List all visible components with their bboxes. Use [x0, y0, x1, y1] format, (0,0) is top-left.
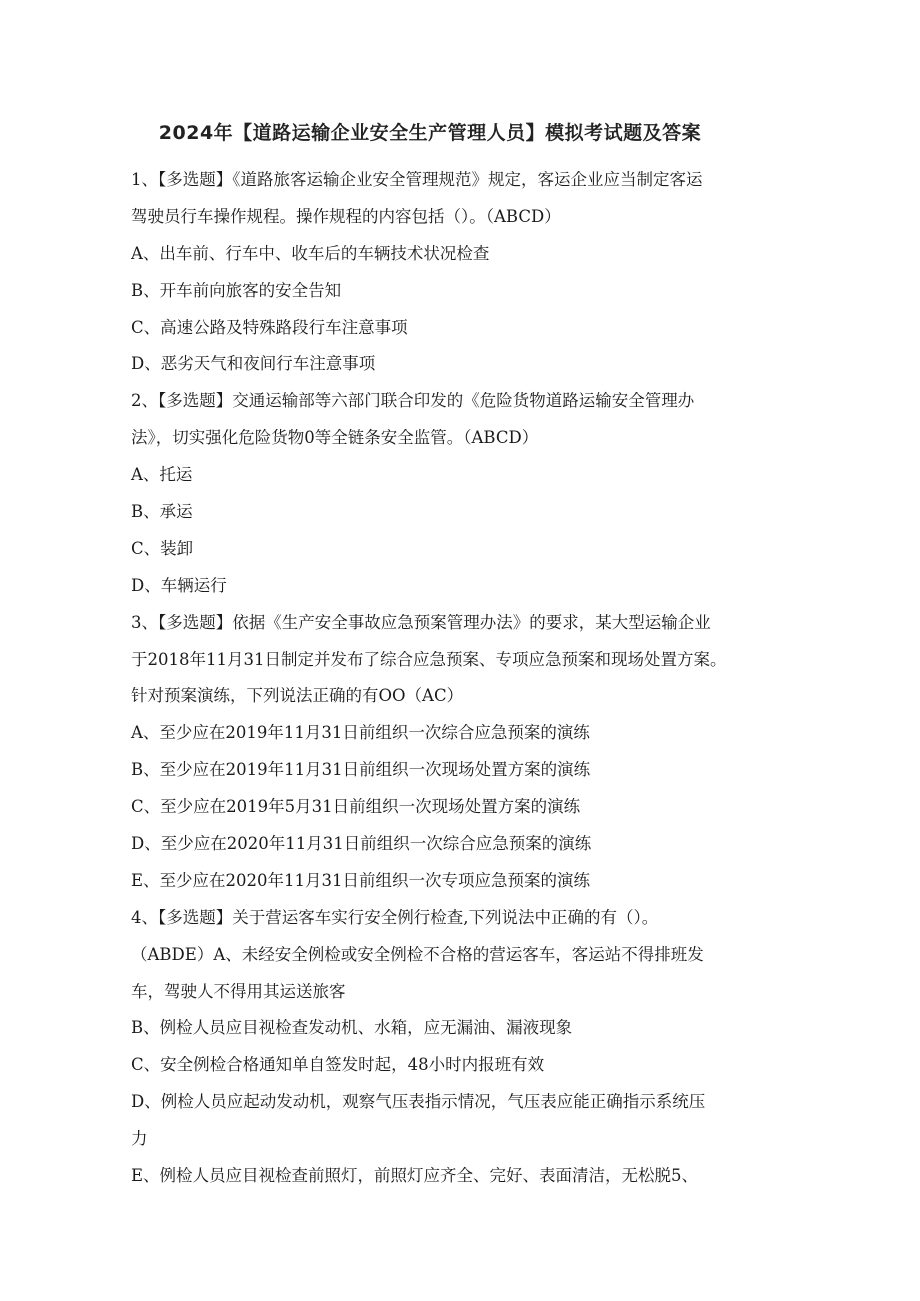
- text-line-q4-stem-2: （ABDE）A、未经安全例检或安全例检不合格的营运客车，客运站不得排班发: [131, 944, 704, 964]
- text-line-q3-stem-2: 于2018年11月31日制定并发布了综合应急预案、专项应急预案和现场处置方案。: [131, 649, 727, 669]
- text-line-q3-option-e: E、至少应在2020年11月31日前组织一次专项应急预案的演练: [131, 870, 591, 890]
- document-body: [131, 162, 796, 1195]
- text-line-q3-option-c: C、至少应在2019年5月31日前组织一次现场处置方案的演练: [131, 797, 581, 817]
- text-line-q4-option-d-1: D、例检人员应起动发动机，观察气压表指示情况，气压表应能正确指示系统压: [131, 1092, 706, 1112]
- text-line-q4-stem-1: 4、【多选题】关于营运客车实行安全例行检查,下列说法中正确的有（）。: [131, 907, 659, 927]
- text-line-q3-option-a: A、至少应在2019年11月31日前组织一次综合应急预案的演练: [131, 723, 590, 743]
- text-line-q4-option-b: B、例检人员应目视检查发动机、水箱，应无漏油、漏液现象: [131, 1018, 573, 1038]
- text-line-q4-option-e: E、例检人员应目视检查前照灯，前照灯应齐全、完好、表面清洁，无松脱5、: [131, 1166, 699, 1186]
- text-line-q3-option-b: B、至少应在2019年11月31日前组织一次现场处置方案的演练: [131, 760, 591, 780]
- document-title: 2024年【道路运输企业安全生产管理人员】模拟考试题及答案: [158, 122, 702, 144]
- text-line-q4-option-a-cont: 车，驾驶人不得用其运送旅客: [131, 981, 346, 1001]
- text-line-q1-stem-1: 1、【多选题】《道路旅客运输企业安全管理规范》规定，客运企业应当制定客运: [131, 170, 703, 189]
- text-line-q1-option-a: A、出车前、行车中、收车后的车辆技术状况检查: [131, 243, 490, 263]
- text-line-q1-option-c: C、高速公路及特殊路段行车注意事项: [131, 317, 408, 337]
- text-line-q4-option-c: C、安全例检合格通知单自签发时起，48小时内报班有效: [131, 1055, 545, 1075]
- text-line-q2-stem-2: 法》，切实强化危险货物0等全链条安全监管。（ABCD）: [131, 428, 539, 448]
- text-line-q1-option-b: B、开车前向旅客的安全告知: [131, 280, 342, 300]
- text-line-q3-option-d: D、至少应在2020年11月31日前组织一次综合应急预案的演练: [131, 834, 592, 854]
- text-line-q1-stem-2: 驾驶员行车操作规程。操作规程的内容包括（）。（ABCD）: [131, 206, 561, 226]
- text-line-q3-stem-1: 3、【多选题】依据《生产安全事故应急预案管理办法》的要求，某大型运输企业: [131, 612, 711, 632]
- text-line-q3-stem-3: 针对预案演练，下列说法正确的有OO（AC）: [131, 686, 464, 706]
- text-line-q2-option-c: C、装卸: [131, 538, 194, 558]
- text-line-q2-stem-1: 2、【多选题】交通运输部等六部门联合印发的《危险货物道路运输安全管理办: [131, 391, 695, 411]
- text-line-q2-option-d: D、车辆运行: [131, 575, 227, 595]
- text-line-q2-option-a: A、托运: [131, 465, 193, 485]
- text-line-q1-option-d: D、恶劣天气和夜间行车注意事项: [131, 354, 376, 374]
- text-line-q2-option-b: B、承运: [131, 502, 193, 522]
- text-line-q4-option-d-2: 力: [131, 1129, 148, 1149]
